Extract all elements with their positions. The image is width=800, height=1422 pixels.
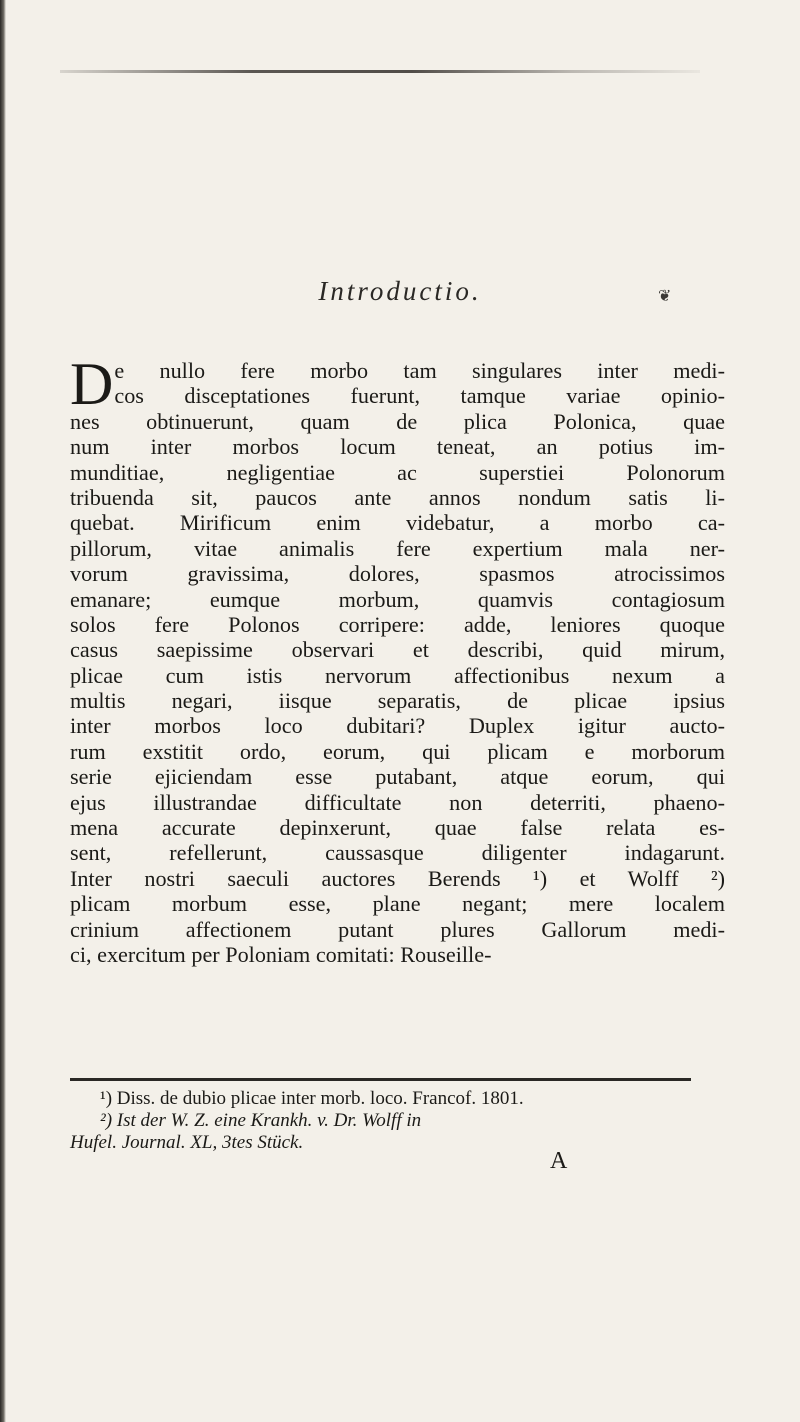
text-line: casus saepissime observari et describi, quid mirum, [70,637,725,663]
ornament-mark: ❦ [658,286,672,305]
text-line: plicam morbum esse, plane negant; mere localem [70,891,725,917]
text-line: sent, refellerunt, caussasque diligenter indagarunt. [70,840,725,866]
signature-mark: A [550,1148,568,1174]
footnote-2-continued: Hufel. Journal. XL, 3tes Stück. [70,1132,304,1153]
text-line: cos disceptationes fuerunt, tamque variae opinio- [114,383,725,409]
text-line: Inter nostri saeculi auctores Berends ¹) et Wolff ²) [70,865,725,891]
text-line: solos fere Polonos corripere: adde, leniores quoque [70,611,725,637]
text-line: tribuenda sit, paucos ante annos nondum satis li- [70,484,725,510]
text-line: multis negari, iisque separatis, de plicae ipsius [70,688,725,714]
text-line: num inter morbos locum teneat, an potius im- [70,434,725,460]
page-binding-edge [0,0,6,1422]
text-line: nes obtinuerunt, quam de plica Polonica, quae [70,408,725,434]
text-line: ci, exercitum per Poloniam comitati: Rouseille- [70,941,492,967]
text-line: vorum gravissima, dolores, spasmos atrocissimos [70,561,725,587]
text-line: ejus illustrandae difficultate non deterriti, phaeno- [70,789,725,815]
body-paragraph [70,351,725,967]
footnote-1: ¹) Diss. de dubio plicae inter morb. loco. Francof. 1801. [100,1088,524,1109]
footnotes [70,1088,710,1154]
text-line: rum exstitit ordo, eorum, qui plicam e morborum [70,738,725,764]
text-line: serie ejiciendam esse putabant, atque eorum, qui [70,764,725,790]
footnote-2: ²) Ist der W. Z. eine Krankh. v. Dr. Wolff in [100,1110,422,1131]
text-line: munditiae, negligentiae ac superstiei Polonorum [70,459,725,485]
text-line: quebat. Mirificum enim videbatur, a morbo ca- [70,510,725,536]
text-line: pillorum, vitae animalis fere expertium mala ner- [70,535,725,561]
text-line: emanare; eumque morbum, quamvis contagiosum [70,586,725,612]
text-line: crinium affectionem putant plures Gallorum medi- [70,916,725,942]
text-line: mena accurate depinxerunt, quae false relata es- [70,815,725,841]
text-line: inter morbos loco dubitari? Duplex igitur aucto- [70,713,725,739]
drop-initial: D [70,351,114,417]
text-line: plicae cum istis nervorum affectionibus nexum a [70,662,725,688]
top-rule [60,70,700,73]
section-heading: Introductio. [318,276,482,306]
footnote-rule [70,1078,691,1081]
text-line: e nullo fere morbo tam singulares inter medi- [114,358,725,383]
